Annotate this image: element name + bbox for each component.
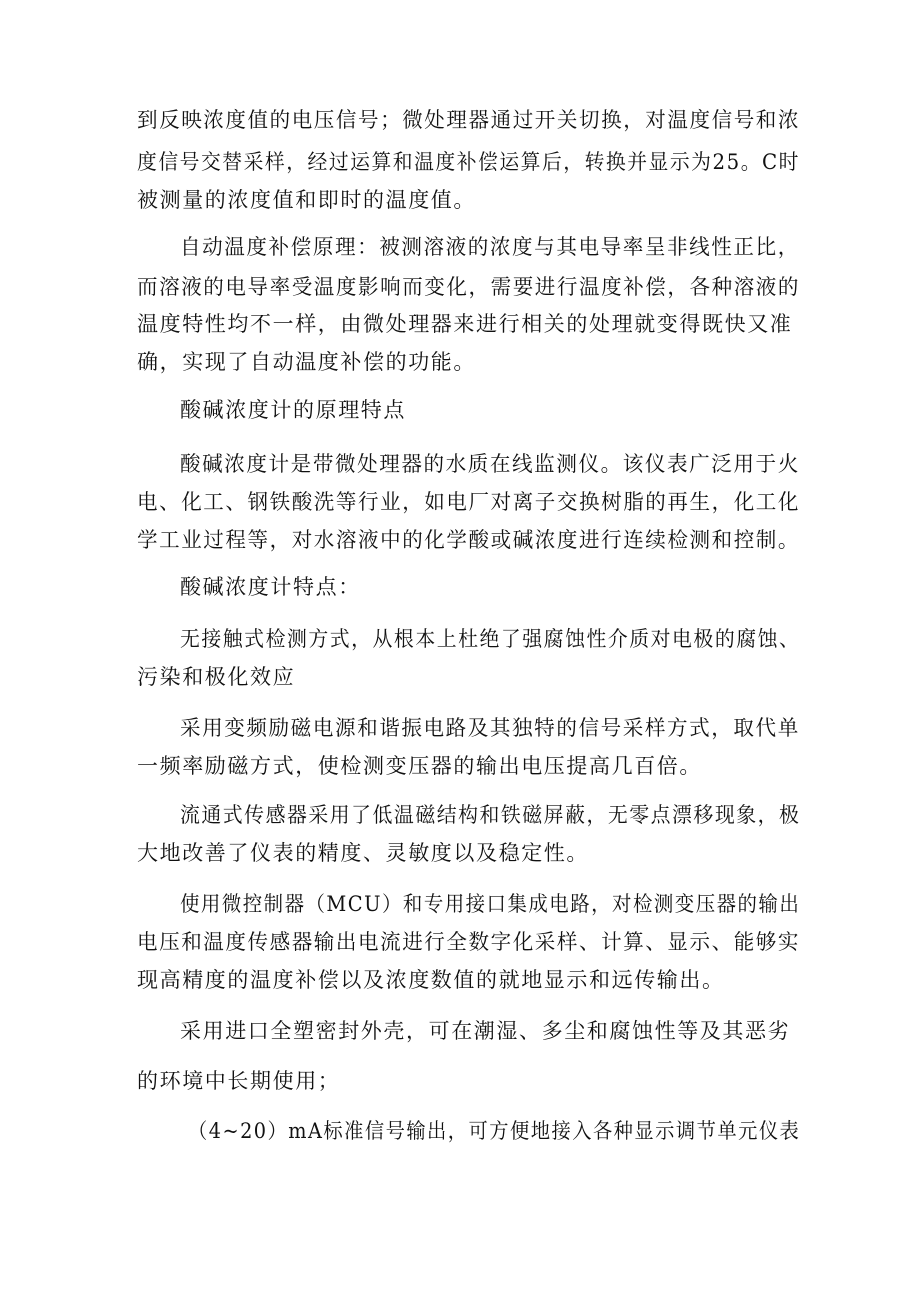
section-heading: 酸碱浓度计的原理特点 [180,398,406,422]
text-line: 采用进口全塑密封外壳，可在潮湿、多尘和腐蚀性等及其恶劣 [180,1019,791,1043]
text-line: 现高精度的温度补偿以及浓度数值的就地显示和远传输出。 [137,968,725,992]
text-line: 被测量的浓度值和即时的温度值。 [137,188,476,212]
text-line: 使用微控制器（MCU）和专用接口集成电路，对检测变压器的输出 [180,892,801,916]
text-line: 自动温度补偿原理：被测溶液的浓度与其电导率呈非线性正比， [180,235,800,259]
text-line: 一频率励磁方式，使检测变压器的输出电压提高几百倍。 [137,754,702,778]
text-line: 采用变频励磁电源和谐振电路及其独特的信号采样方式，取代单 [180,716,800,740]
text-line: 污染和极化效应 [137,665,296,689]
text-line: 无接触式检测方式，从根本上杜绝了强腐蚀性介质对电极的腐蚀、 [180,627,801,651]
section-heading: 酸碱浓度计特点： [180,575,361,599]
text-line: 确，实现了自动温度补偿的功能。 [137,350,476,374]
text-line: 流通式传感器采用了低温磁结构和铁磁屏蔽，无零点漂移现象，极 [180,803,801,827]
text-line: （4~20）mA标准信号输出，可方便地接入各种显示调节单元仪表 [188,1119,801,1143]
text-line: 学工业过程等，对水溶液中的化学酸或碱浓度进行连续检测和控制。 [137,528,801,552]
text-line: 酸碱浓度计是带微处理器的水质在线监测仪。该仪表广泛用于火 [180,452,800,476]
text-line: 温度特性均不一样，由微处理器来进行相关的处理就变得既快又准 [137,312,793,336]
text-line: 的环境中长期使用； [137,1069,341,1093]
text-line: 到反映浓度值的电压信号；微处理器通过开关切换，对温度信号和浓 [137,108,801,132]
text-line: 大地改善了仪表的精度、灵敏度以及稳定性。 [137,841,589,865]
text-line: 度信号交替采样，经过运算和温度补偿运算后，转换并显示为25。C时 [137,150,800,174]
text-line: 而溶液的电导率受温度影响而变化，需要进行温度补偿，各种溶液的 [137,275,801,299]
text-line: 电、化工、钢铁酸洗等行业，如电厂对离子交换树脂的再生，化工化 [137,490,801,514]
text-line: 电压和温度传感器输出电流进行全数字化采样、计算、显示、能够实 [137,930,801,954]
